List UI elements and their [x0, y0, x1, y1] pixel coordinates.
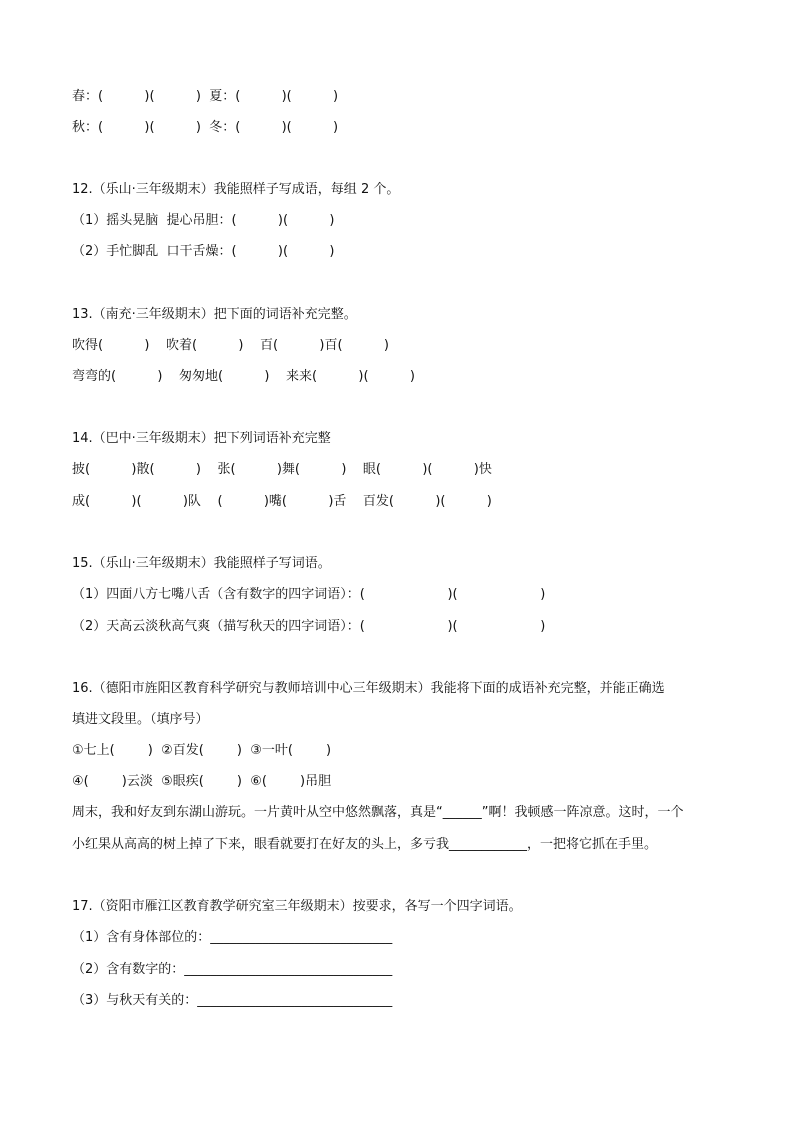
question-12-item-1: （1）摇头晃脑 提心吊胆：( )( ) [72, 213, 335, 228]
question-15-item-2: （2）天高云淡秋高气爽（描写秋天的四字词语）：( )( ) [72, 619, 546, 634]
question-14-row-1: 披( )散( ) 张( )舞( ) 眼( )( )快 [72, 462, 492, 477]
question-16-title: 16.（德阳市旌阳区教育科学研究与教师培训中心三年级期末）我能将下面的成语补充完整，并能正确选 [72, 681, 665, 696]
autumn-winter-row: 秋：( )( ) 冬：( )( ) [72, 120, 339, 135]
question-16-options-1: ①七上( ) ②百发( ) ③一叶( ) [72, 743, 332, 758]
question-13-row-1: 吹得( ) 吹着( ) 百( )百( ) [72, 338, 389, 353]
question-16-passage-2: 小红果从高高的树上掉了下来，眼看就要打在好友的头上，多亏我____________，一把将它抓在手里。 [72, 837, 658, 852]
question-17-item-3: （3）与秋天有关的：______________________________ [72, 993, 393, 1008]
spring-summer-row: 春：( )( ) 夏：( )( ) [72, 89, 339, 104]
question-15-title: 15.（乐山·三年级期末）我能照样子写词语。 [72, 556, 331, 571]
question-15-item-1: （1）四面八方七嘴八舌（含有数字的四字词语）：( )( ) [72, 587, 546, 602]
question-16-passage-1: 周末，我和好友到东湖山游玩。一片黄叶从空中悠然飘落，真是“______”啊！我顿感一阵凉意。这时，一个 [72, 805, 684, 820]
question-12-item-2: （2）手忙脚乱 口干舌燥：( )( ) [72, 244, 335, 259]
question-13-title: 13.（南充·三年级期末）把下面的词语补充完整。 [72, 307, 357, 322]
question-13-row-2: 弯弯的( ) 匆匆地( ) 来来( )( ) [72, 369, 415, 384]
question-14-row-2: 成( )( )队 ( )嘴( )舌 百发( )( ) [72, 494, 492, 509]
question-17-title: 17.（资阳市雁江区教育教学研究室三年级期末）按要求，各写一个四字词语。 [72, 899, 522, 914]
question-14-title: 14.（巴中·三年级期末）把下列词语补充完整 [72, 431, 331, 446]
question-16-options-2: ④( )云淡 ⑤眼疾( ) ⑥( )吊胆 [72, 774, 332, 789]
question-16-title-cont: 填进文段里。（填序号） [72, 712, 209, 727]
question-17-item-1: （1）含有身体部位的：____________________________ [72, 930, 393, 945]
question-17-item-2: （2）含有数字的：________________________________ [72, 962, 393, 977]
question-12-title: 12.（乐山·三年级期末）我能照样子写成语，每组 2 个。 [72, 182, 400, 197]
